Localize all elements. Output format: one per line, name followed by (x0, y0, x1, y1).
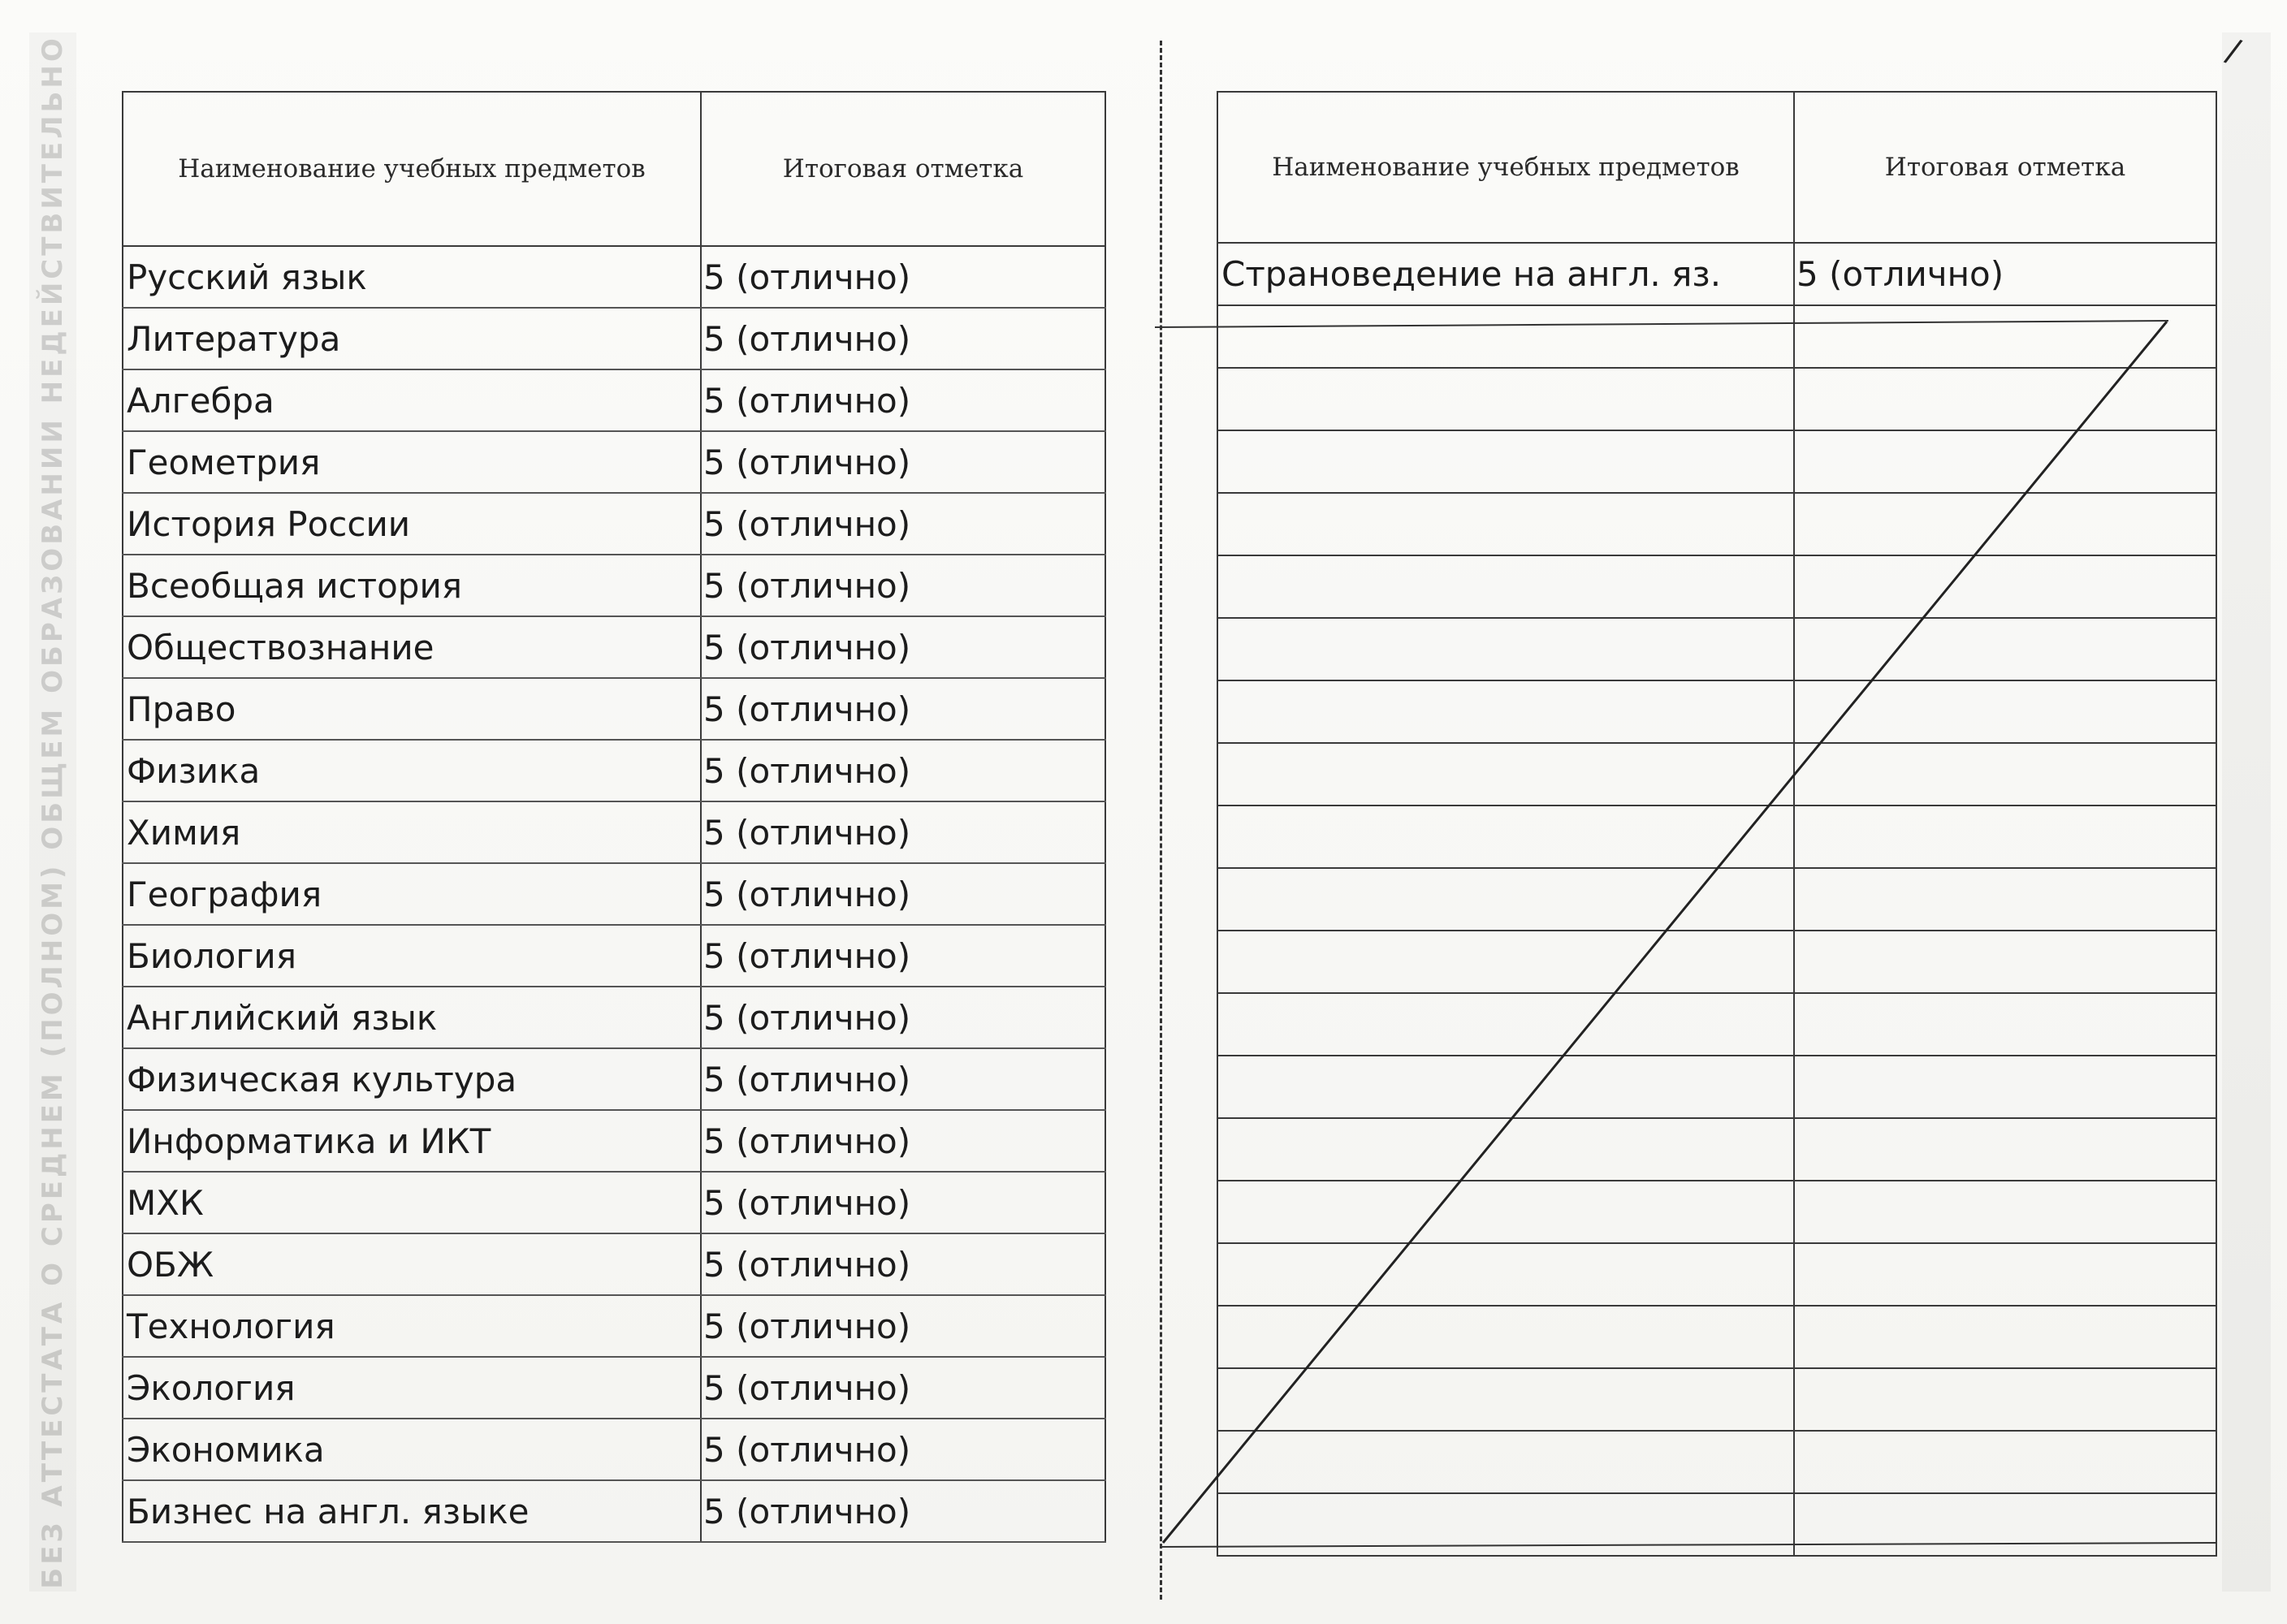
mark-cell: 5 (отлично) (701, 308, 1105, 369)
table-row (123, 925, 1105, 987)
right-table-header-row (1217, 92, 2216, 243)
mark-cell (1794, 680, 2216, 743)
table-row (1217, 931, 2216, 993)
subject-cell (1217, 806, 1794, 868)
left-edge-strip (29, 32, 76, 1592)
table-row (123, 308, 1105, 369)
mark-cell: 5 (отлично) (701, 1419, 1105, 1480)
table-row (1217, 1243, 2216, 1306)
table-row (123, 1357, 1105, 1419)
table-row (123, 616, 1105, 678)
table-row (1217, 1368, 2216, 1431)
table-row (123, 431, 1105, 493)
table-row (1217, 1493, 2216, 1556)
table-row (1217, 305, 2216, 368)
mark-cell: 5 (отлично) (701, 1172, 1105, 1233)
table-row (123, 678, 1105, 740)
table-row (123, 1172, 1105, 1233)
mark-cell: 5 (отлично) (701, 616, 1105, 678)
mark-cell: 5 (отлично) (701, 740, 1105, 801)
mark-cell (1794, 1181, 2216, 1243)
subject-cell (1217, 1056, 1794, 1118)
mark-cell (1794, 1118, 2216, 1181)
subject-cell: Алгебра (123, 369, 701, 431)
table-row (1217, 555, 2216, 618)
subject-cell: Бизнес на англ. языке (123, 1480, 701, 1542)
subject-cell: Физическая культура (123, 1048, 701, 1110)
mark-cell: 5 (отлично) (701, 1480, 1105, 1542)
table-row (1217, 368, 2216, 430)
table-row (1217, 1118, 2216, 1181)
subject-cell: История России (123, 493, 701, 555)
mark-cell (1794, 305, 2216, 368)
mark-cell (1794, 1431, 2216, 1493)
subject-cell: Обществознание (123, 616, 701, 678)
subject-cell (1217, 993, 1794, 1056)
left-table-body (123, 246, 1105, 1542)
mark-cell (1794, 1493, 2216, 1556)
mark-cell (1794, 743, 2216, 806)
mark-cell (1794, 1056, 2216, 1118)
subject-cell (1217, 1181, 1794, 1243)
mark-cell: 5 (отлично) (701, 1110, 1105, 1172)
subject-cell: Информатика и ИКТ (123, 1110, 701, 1172)
mark-column-header (701, 92, 1105, 246)
table-row (123, 1110, 1105, 1172)
mark-cell (1794, 868, 2216, 931)
table-row (123, 1419, 1105, 1480)
subject-cell: Биология (123, 925, 701, 987)
subject-cell: МХК (123, 1172, 701, 1233)
table-row (123, 863, 1105, 925)
left-table-header-row (123, 92, 1105, 246)
subject-cell: География (123, 863, 701, 925)
subject-column-header (1217, 92, 1794, 243)
right-table-body (1217, 243, 2216, 1556)
subject-cell: Русский язык (123, 246, 701, 308)
subject-cell: Всеобщая история (123, 555, 701, 616)
table-row (123, 369, 1105, 431)
subject-cell: Экономика (123, 1419, 701, 1480)
subject-cell (1217, 1431, 1794, 1493)
mark-cell (1794, 931, 2216, 993)
mark-cell: 5 (отлично) (701, 925, 1105, 987)
subject-cell (1217, 430, 1794, 493)
subject-cell (1217, 1118, 1794, 1181)
pen-mark: / (2221, 32, 2245, 71)
mark-cell (1794, 368, 2216, 430)
subject-cell: Право (123, 678, 701, 740)
table-row (1217, 1431, 2216, 1493)
subject-cell: Экология (123, 1357, 701, 1419)
subject-cell: Физика (123, 740, 701, 801)
subject-cell (1217, 493, 1794, 555)
subject-column-header-text: Наименование учебных предметов (178, 154, 646, 184)
mark-cell (1794, 806, 2216, 868)
table-row (1217, 243, 2216, 305)
table-row (1217, 1181, 2216, 1243)
table-row (1217, 680, 2216, 743)
mark-cell: 5 (отлично) (701, 1357, 1105, 1419)
mark-cell: 5 (отлично) (701, 863, 1105, 925)
table-row (1217, 430, 2216, 493)
fold-line (1160, 41, 1162, 1600)
right-edge-strip (2222, 32, 2271, 1592)
subject-cell: Химия (123, 801, 701, 863)
subject-cell (1217, 305, 1794, 368)
table-row (123, 740, 1105, 801)
subject-cell (1217, 931, 1794, 993)
table-row (123, 1295, 1105, 1357)
mark-cell: 5 (отлично) (701, 431, 1105, 493)
mark-cell: 5 (отлично) (701, 555, 1105, 616)
mark-cell (1794, 430, 2216, 493)
subject-cell (1217, 1306, 1794, 1368)
subject-cell: Технология (123, 1295, 701, 1357)
table-row (123, 987, 1105, 1048)
subject-cell (1217, 1243, 1794, 1306)
mark-cell (1794, 493, 2216, 555)
table-row (1217, 1056, 2216, 1118)
table-row (123, 1233, 1105, 1295)
subject-cell (1217, 1368, 1794, 1431)
subject-column-header (123, 92, 701, 246)
table-row (123, 1048, 1105, 1110)
table-row (1217, 743, 2216, 806)
mark-cell: 5 (отлично) (1794, 243, 2216, 305)
right-grades-table (1217, 91, 2217, 1557)
subject-cell: Литература (123, 308, 701, 369)
mark-column-header (1794, 92, 2216, 243)
mark-column-header-text: Итоговая отметка (782, 154, 1024, 184)
subject-cell (1217, 1493, 1794, 1556)
mark-cell: 5 (отлично) (701, 678, 1105, 740)
mark-cell (1794, 1243, 2216, 1306)
mark-cell: 5 (отлично) (701, 1048, 1105, 1110)
table-row (1217, 493, 2216, 555)
subject-column-header-text: Наименование учебных предметов (1272, 153, 1740, 182)
mark-cell: 5 (отлично) (701, 1233, 1105, 1295)
mark-cell (1794, 555, 2216, 618)
table-row (1217, 993, 2216, 1056)
table-row (1217, 618, 2216, 680)
mark-cell (1794, 993, 2216, 1056)
table-row (1217, 806, 2216, 868)
subject-cell: ОБЖ (123, 1233, 701, 1295)
mark-cell (1794, 1306, 2216, 1368)
subject-cell: Английский язык (123, 987, 701, 1048)
table-row (1217, 868, 2216, 931)
left-grades-table (122, 91, 1106, 1543)
mark-cell: 5 (отлично) (701, 369, 1105, 431)
table-row (1217, 1306, 2216, 1368)
mark-cell: 5 (отлично) (701, 987, 1105, 1048)
subject-cell (1217, 368, 1794, 430)
table-row (123, 246, 1105, 308)
subject-cell: Геометрия (123, 431, 701, 493)
subject-cell (1217, 868, 1794, 931)
subject-cell (1217, 618, 1794, 680)
mark-cell (1794, 1368, 2216, 1431)
subject-cell (1217, 743, 1794, 806)
subject-cell: Страноведение на англ. яз. (1217, 243, 1794, 305)
table-row (123, 555, 1105, 616)
table-row (123, 1480, 1105, 1542)
edge-text: БЕЗ АТТЕСТАТА О СРЕДНЕМ (ПОЛНОМ) ОБЩЕМ ОБРАЗОВАНИИ НЕДЕЙСТВИТЕЛЬНО (37, 35, 69, 1589)
subject-cell (1217, 555, 1794, 618)
mark-column-header-text: Итоговая отметка (1884, 153, 2126, 182)
table-row (123, 801, 1105, 863)
mark-cell: 5 (отлично) (701, 246, 1105, 308)
subject-cell (1217, 680, 1794, 743)
mark-cell (1794, 618, 2216, 680)
mark-cell: 5 (отлично) (701, 493, 1105, 555)
mark-cell: 5 (отлично) (701, 801, 1105, 863)
table-row (123, 493, 1105, 555)
mark-cell: 5 (отлично) (701, 1295, 1105, 1357)
